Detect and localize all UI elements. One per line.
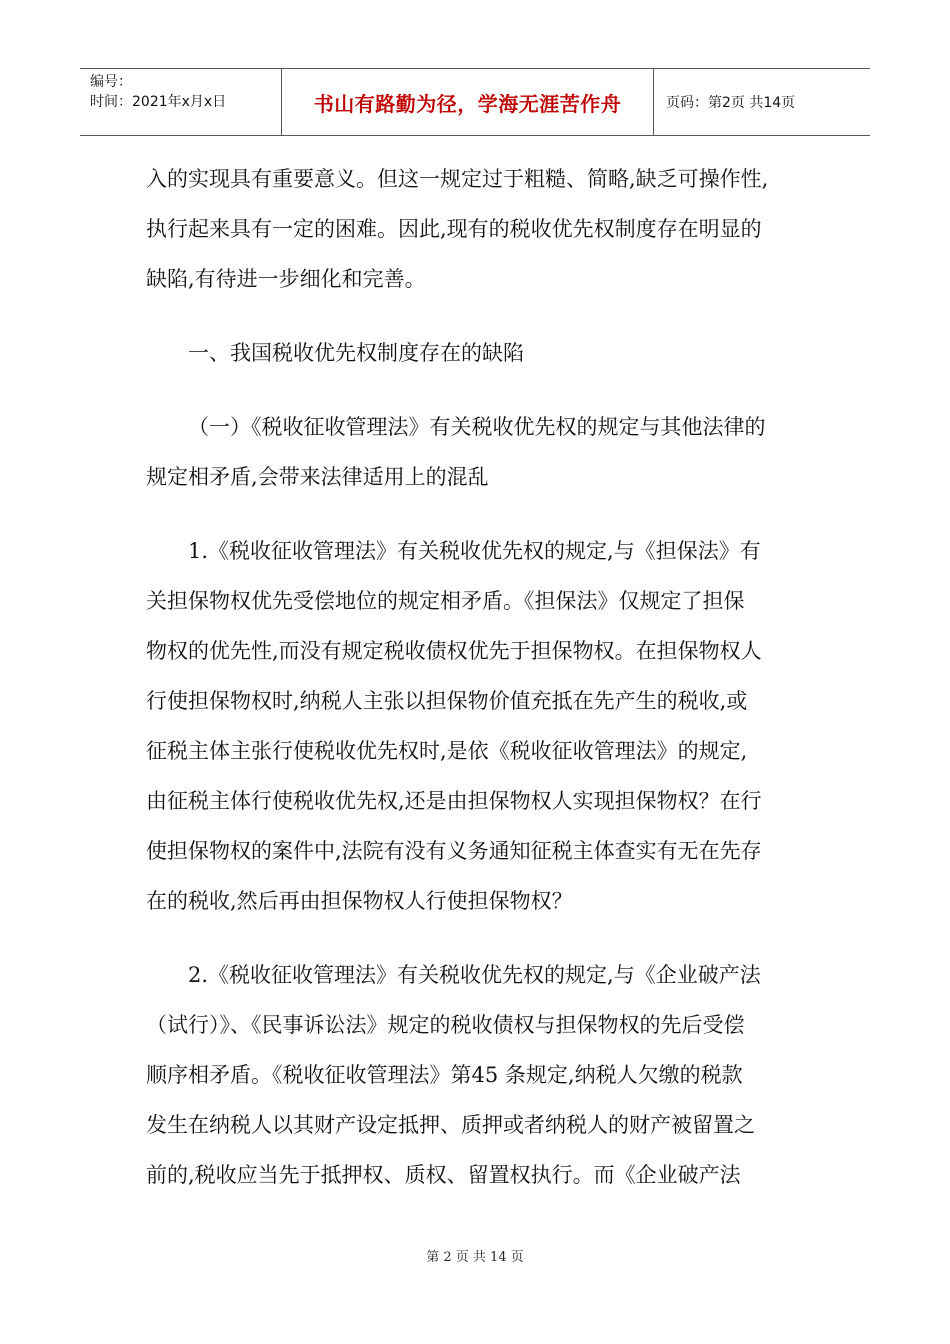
text-line: 在的税收,然后再由担保物权人行使担保物权？	[146, 889, 573, 913]
text-line: 入的实现具有重要意义。但这一规定过于粗糙、简略,缺乏可操作性,	[146, 167, 769, 191]
text-line: 1.《税收征收管理法》有关税收优先权的规定,与《担保法》有	[188, 539, 761, 563]
header-meta-cell	[80, 69, 282, 135]
text-line: 物权的优先性,而没有规定税收债权优先于担保物权。在担保物权人	[146, 639, 762, 663]
text-line: 执行起来具有一定的困难。因此,现有的税收优先权制度存在明显的	[146, 217, 762, 241]
text-line: 发生在纳税人以其财产设定抵押、质押或者纳税人的财产被留置之	[146, 1113, 755, 1137]
header-page-info: 页码：第2页 共14页	[666, 95, 796, 111]
text-line: 行使担保物权时,纳税人主张以担保物价值充抵在先产生的税收,或	[146, 689, 748, 713]
body-paragraph	[146, 526, 810, 926]
section-heading: 一、我国税收优先权制度存在的缺陷	[188, 341, 524, 365]
text-line: 征税主体主张行使税收优先权时,是依《税收征收管理法》的规定,	[146, 739, 748, 763]
document-body	[146, 154, 810, 1224]
document-date-label: 时间：2021年x月x日	[90, 94, 227, 110]
text-line: 缺陷,有待进一步细化和完善。	[146, 267, 426, 291]
text-line: 关担保物权优先受偿地位的规定相矛盾。《担保法》仅规定了担保	[146, 589, 745, 613]
text-line: 前的,税收应当先于抵押权、质权、留置权执行。而《企业破产法	[146, 1163, 741, 1187]
subsection-heading	[146, 402, 810, 502]
page-footer: 第 2 页 共 14 页	[426, 1250, 524, 1265]
body-paragraph	[146, 154, 810, 304]
text-line: 顺序相矛盾。《税收征收管理法》第45 条规定,纳税人欠缴的税款	[146, 1063, 743, 1087]
text-line: 2.《税收征收管理法》有关税收优先权的规定,与《企业破产法	[188, 963, 761, 987]
text-line: 规定相矛盾,会带来法律适用上的混乱	[146, 465, 489, 489]
text-line: 使担保物权的案件中,法院有没有义务通知征税主体查实有无在先存	[146, 839, 762, 863]
document-header	[80, 68, 870, 136]
document-number-label: 编号：	[90, 74, 132, 90]
body-paragraph	[146, 950, 810, 1200]
text-line: （试行）》、《民事诉讼法》规定的税收债权与担保物权的先后受偿	[146, 1013, 745, 1037]
header-motto: 书山有路勤为径，学海无涯苦作舟	[282, 69, 654, 135]
text-line: 由征税主体行使税收优先权,还是由担保物权人实现担保物权？在行	[146, 789, 762, 813]
text-line: （一）《税收征收管理法》有关税收优先权的规定与其他法律的	[188, 415, 766, 439]
